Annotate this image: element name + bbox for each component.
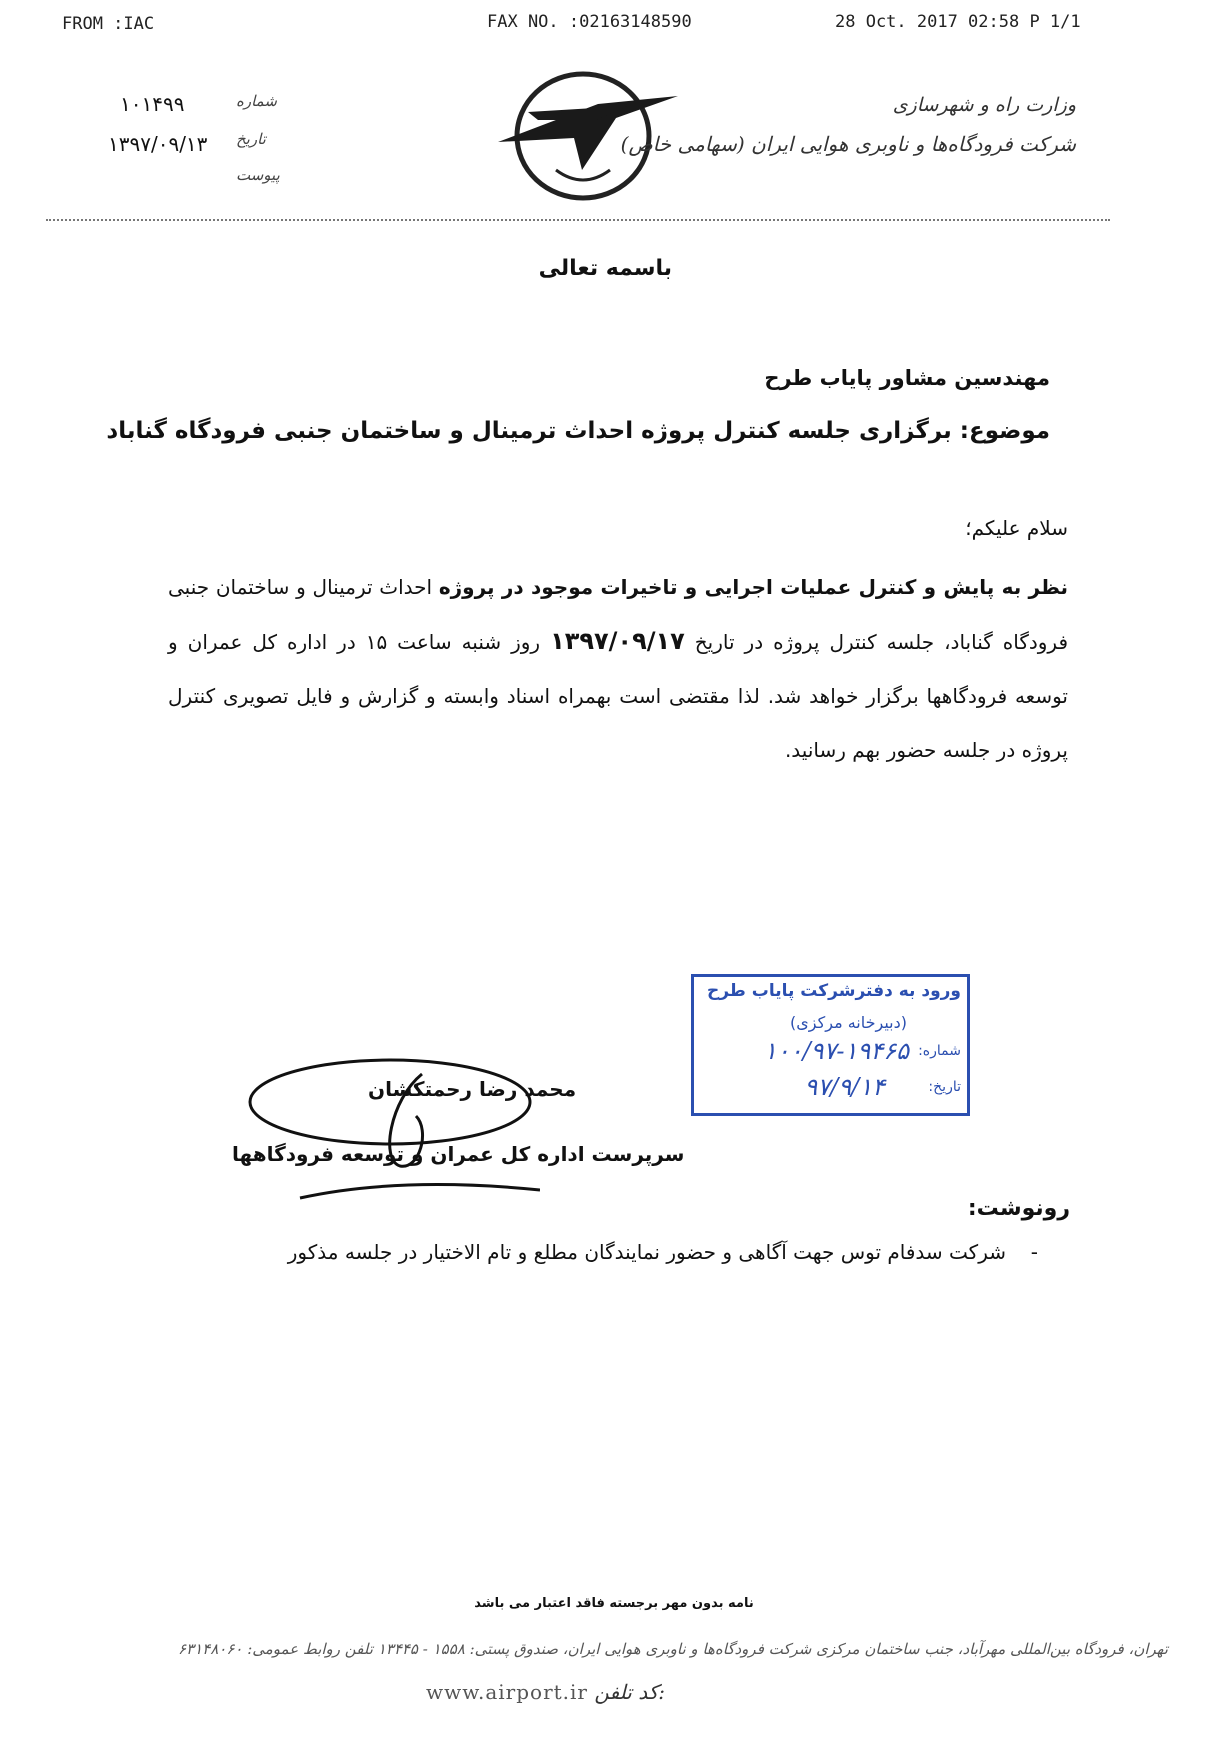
stamp-number: ۱۰۰/۹۷-۱۹۴۶۵ [763, 1037, 909, 1065]
fax-number: FAX NO. :02163148590 [487, 12, 692, 32]
body-part-2: روز شنبه ساعت ۱۵ در اداره کل عمران و توسعه فرودگاهها برگزار خواهد شد. لذا مقتضی است بهمراه اسناد وابسته و گزارش و فایل تصویری کنترل پروژه در جلسه حضور بهم رسانید. [168, 630, 1068, 762]
greeting: سلام علیکم؛ [965, 516, 1068, 540]
footer-website [426, 1680, 665, 1704]
stamp-date: ۹۷/۹/۱۴ [804, 1073, 885, 1101]
heading: باسمه تعالی [538, 256, 672, 281]
cc-label: رونوشت: [967, 1196, 1070, 1221]
subject: موضوع: برگزاری جلسه کنترل پروژه احداث ترمینال و ساختمان جنبی فرودگاه گناباد [106, 418, 1050, 444]
stamp-date-label: تاریخ: [928, 1079, 961, 1095]
addressee: مهندسین مشاور پایاب طرح [764, 366, 1050, 390]
ministry-name: وزارت راه و شهرسازی [892, 94, 1076, 116]
fax-date: 28 Oct. 2017 02:58 P 1/1 [835, 12, 1081, 32]
letter-date: ۱۳۹۷/۰۹/۱۳ [108, 132, 208, 156]
signer-title: سرپرست اداره کل عمران و توسعه فرودگاهها [232, 1142, 685, 1166]
website-url: www.airport.ir [426, 1680, 588, 1704]
meeting-date: ۱۳۹۷/۰۹/۱۷ [550, 627, 685, 655]
company-name: شرکت فرودگاه‌ها و ناوبری هوایی ایران (سهامی خاص) [620, 132, 1076, 156]
letter-number: ۱۰۱۴۹۹ [120, 92, 185, 116]
receipt-stamp [691, 974, 970, 1116]
footer-address: تهران، فرودگاه بین‌المللی مهرآباد، جنب ساختمان مرکزی شرکت فرودگاه‌ها و ناوبری هوایی ایران، صندوق پستی: ۱۵۵۸ - ۱۳۴۴۵ تلفن روابط عمومی: ۶۳۱۴۸۰۶۰ [178, 1640, 1168, 1658]
signature-mark [240, 1050, 540, 1220]
stamp-title: ورود به دفترشرکت پایاب طرح [706, 981, 961, 1001]
fax-from: FROM :IAC [62, 14, 155, 34]
cc-bullet: - [1030, 1240, 1038, 1264]
website-label: کد تلفن: [594, 1680, 665, 1704]
cc-item: شرکت سدفام توس جهت آگاهی و حضور نمایندگان مطلع و تام الاختیار در جلسه مذکور [287, 1240, 1006, 1264]
body-part-1: احداث ترمینال و ساختمان جنبی فرودگاه گناباد، جلسه کنترل پروژه در تاریخ [168, 575, 1069, 654]
body-lead: نظر به پایش و کنترل عملیات اجرایی و تاخیرات موجود در پروژه [438, 575, 1068, 599]
footer-disclaimer: نامه بدون مهر برجسته فاقد اعتبار می باشد [474, 1596, 754, 1611]
letter-body [168, 560, 1068, 777]
date-label: تاریخ [236, 130, 266, 148]
attachment-label: پیوست [236, 166, 280, 184]
number-label: شماره [236, 92, 277, 110]
header-divider [46, 219, 1110, 221]
stamp-number-label: شماره: [918, 1043, 961, 1059]
stamp-subtitle: (دبیرخانه مرکزی) [790, 1013, 907, 1032]
signer-name: محمد رضا رحمتکشان [368, 1077, 577, 1101]
